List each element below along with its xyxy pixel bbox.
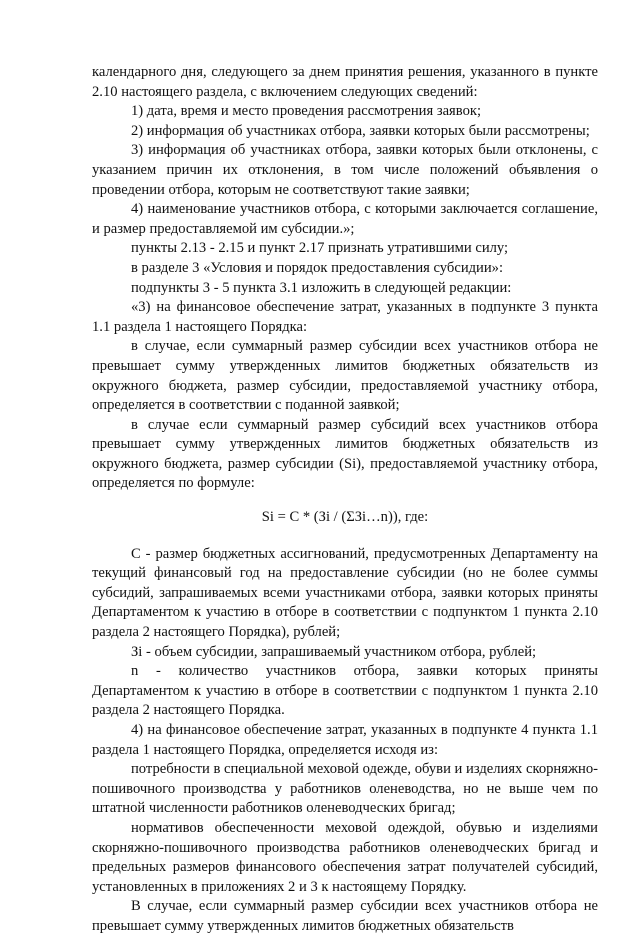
paragraph-def-n: n - количество участников отбора, заявки которых приняты Департаментом к участию в отборе в соответствии с подпунктом 1 пункта 2.10 раздела 2 настоящего Порядка.	[92, 663, 598, 719]
paragraph-points-void: пункты 2.13 - 2.15 и пункт 2.17 признать утратившими силу;	[131, 240, 509, 257]
paragraph-subpoint-4: 4) на финансовое обеспечение затрат, указанных в подпункте 4 пункта 1.1 раздела 1 настоящего Порядка, определяется исходя из:	[92, 722, 598, 758]
paragraph-continuation: календарного дня, следующего за днем принятия решения, указанного в пункте 2.10 настоящего раздела, с включением следующих сведений:	[92, 64, 598, 100]
paragraph-norms: нормативов обеспеченности меховой одеждой, обувью и изделиями скорняжно-пошивочного производства работников оленеводческих бригад и предельных размеров финансового обеспечения затрат получателей субсидий, установленных в приложениях 2 и 3 к настоящему Порядку.	[92, 819, 598, 895]
paragraph-item-3: 3) информация об участниках отбора, заявки которых были отклонены, с указанием причин их отклонения, в том числе положений объявления о проведении отбора, которым не соответствуют такие заявки;	[92, 142, 598, 198]
paragraph-case-exceed: в случае если суммарный размер субсидий всех участников отбора превышает сумму утвержденных лимитов бюджетных обязательств из окружного бюджета, размер субсидии (Si), предоставляемой участнику отбора, определяется по формуле:	[92, 416, 598, 492]
paragraph-subpoint-3: «3) на финансовое обеспечение затрат, указанных в подпункте 3 пункта 1.1 раздела 1 настоящего Порядка:	[92, 299, 598, 335]
paragraph-needs: потребности в специальной меховой одежде, обуви и изделиях скорняжно-пошивочного производства у работников оленеводства, но не выше чем по штатной численности работников оленеводческих бригад;	[92, 761, 598, 817]
subsidy-formula: Si = C * (Зi / (ΣЗi…n)), где:	[261, 509, 429, 526]
paragraph-item-1: 1) дата, время и место проведения рассмотрения заявок;	[131, 103, 482, 120]
paragraph-section-3: в разделе 3 «Условия и порядок предоставления субсидии»:	[131, 259, 504, 276]
paragraph-item-4: 4) наименование участников отбора, с которыми заключается соглашение, и размер предоставляемой им субсидии.»;	[92, 201, 598, 237]
paragraph-final-case: В случае, если суммарный размер субсидии всех участников отбора не превышает сумму утвержденных лимитов бюджетных обязательств	[92, 898, 598, 934]
paragraph-case-not-exceed: в случае, если суммарный размер субсидии всех участников отбора не превышает сумму утвержденных лимитов бюджетных обязательств из окружного бюджета, размер субсидии, предоставляемой участнику отбора, определяется в соответствии с поданной заявкой;	[92, 338, 598, 414]
document-page	[92, 63, 598, 937]
paragraph-def-c: С - размер бюджетных ассигнований, предусмотренных Департаменту на текущий финансовый год на предоставление субсидии (но не более суммы субсидий, запрашиваемых всеми участниками отбора, заявки которых приняты Департаментом к участию в отборе в соответствии с подпунктом 1 пункта 2.10 раздела 2 настоящего Порядка), рублей;	[92, 545, 598, 641]
paragraph-subpoints-edit: подпункты 3 - 5 пункта 3.1 изложить в следующей редакции:	[131, 279, 512, 296]
paragraph-item-2: 2) информация об участниках отбора, заявки которых были рассмотрены;	[131, 122, 590, 139]
paragraph-def-zi: Зi - объем субсидии, запрашиваемый участником отбора, рублей;	[131, 643, 537, 660]
